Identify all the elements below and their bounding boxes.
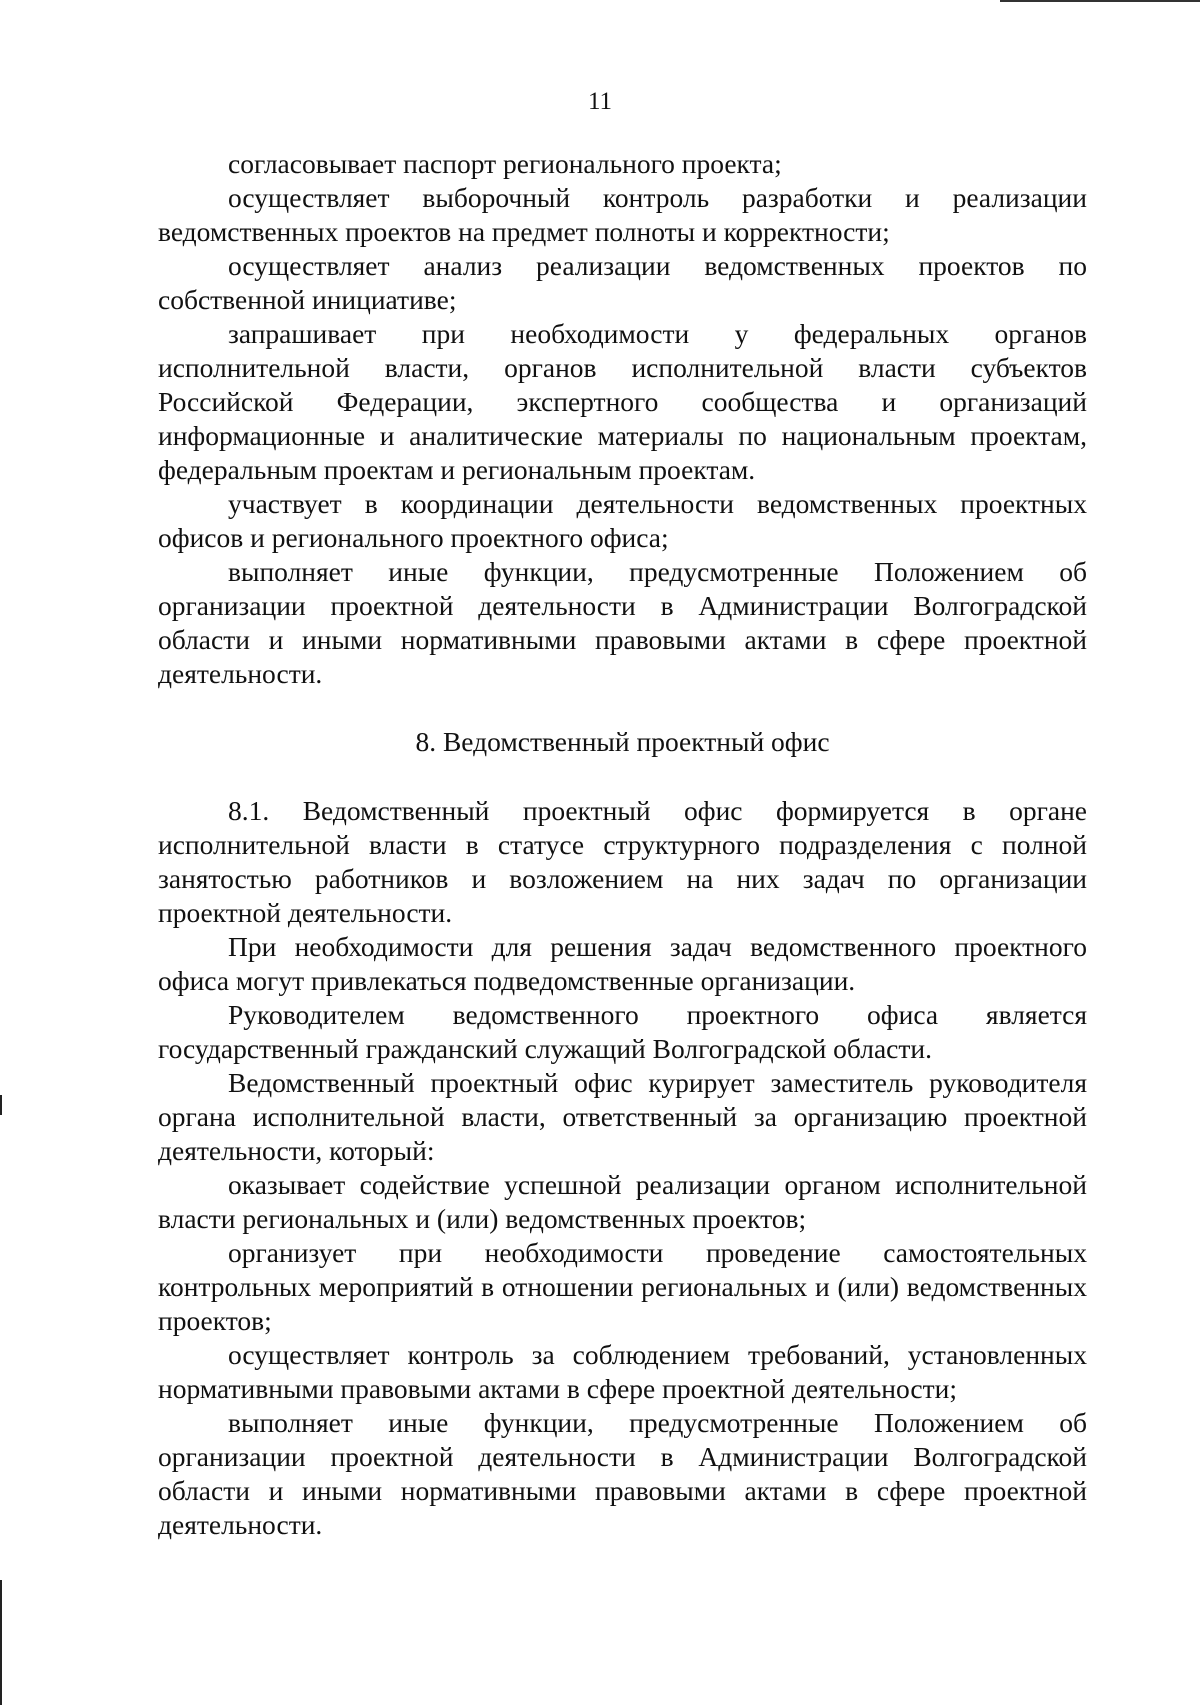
paragraph: Ведомственный проектный офис курирует заместитель руководителя органа исполнительной власти, ответственный за организацию проектной деятельности, который: (158, 1067, 1087, 1166)
paragraph: осуществляет анализ реализации ведомственных проектов по собственной инициативе; (158, 250, 1087, 315)
paragraph: выполняет иные функции, предусмотренные Положением об организации проектной деятельности в Администрации Волгоградской области и иными нормативными правовыми актами в сфере проектной деятельности. (158, 556, 1087, 689)
scan-top-edge (1000, 0, 1200, 2)
paragraph: При необходимости для решения задач ведомственного проектного офиса могут привлекаться подведомственные организации. (158, 931, 1087, 996)
paragraph: участвует в координации деятельности ведомственных проектных офисов и регионального проектного офиса; (158, 488, 1087, 553)
paragraph: осуществляет контроль за соблюдением требований, установленных нормативными правовыми актами в сфере проектной деятельности; (158, 1339, 1087, 1404)
paragraph: 8.1. Ведомственный проектный офис формируется в органе исполнительной власти в статусе структурного подразделения с полной занятостью работников и возложением на них задач по организации проектной деятельности. (158, 795, 1087, 928)
page-number: 11 (587, 88, 613, 115)
paragraph: Руководителем ведомственного проектного офиса является государственный гражданский служащий Волгоградской области. (158, 999, 1087, 1064)
paragraph: организует при необходимости проведение самостоятельных контрольных мероприятий в отношении региональных и (или) ведомственных проектов; (158, 1237, 1087, 1336)
paragraph: оказывает содействие успешной реализации органом исполнительной власти региональных и (или) ведомственных проектов; (158, 1169, 1087, 1234)
scan-left-edge-lower (0, 1580, 2, 1705)
document-body (158, 147, 1087, 1542)
paragraph: выполняет иные функции, предусмотренные Положением об организации проектной деятельности в Администрации Волгоградской области и иными нормативными правовыми актами в сфере проектной деятельности. (158, 1407, 1087, 1540)
section-heading: 8. Ведомственный проектный офис (415, 726, 830, 757)
paragraph: запрашивает при необходимости у федеральных органов исполнительной власти, органов исполнительной власти субъектов Российской Федерации, экспертного сообщества и организаций информационные и аналитические материалы по национальным проектам, федеральным проектам и региональным проектам. (158, 318, 1087, 485)
paragraph: осуществляет выборочный контроль разработки и реализации ведомственных проектов на предмет полноты и корректности; (158, 182, 1087, 247)
paragraph: согласовывает паспорт регионального проекта; (228, 148, 782, 179)
scan-left-edge (0, 1095, 2, 1115)
